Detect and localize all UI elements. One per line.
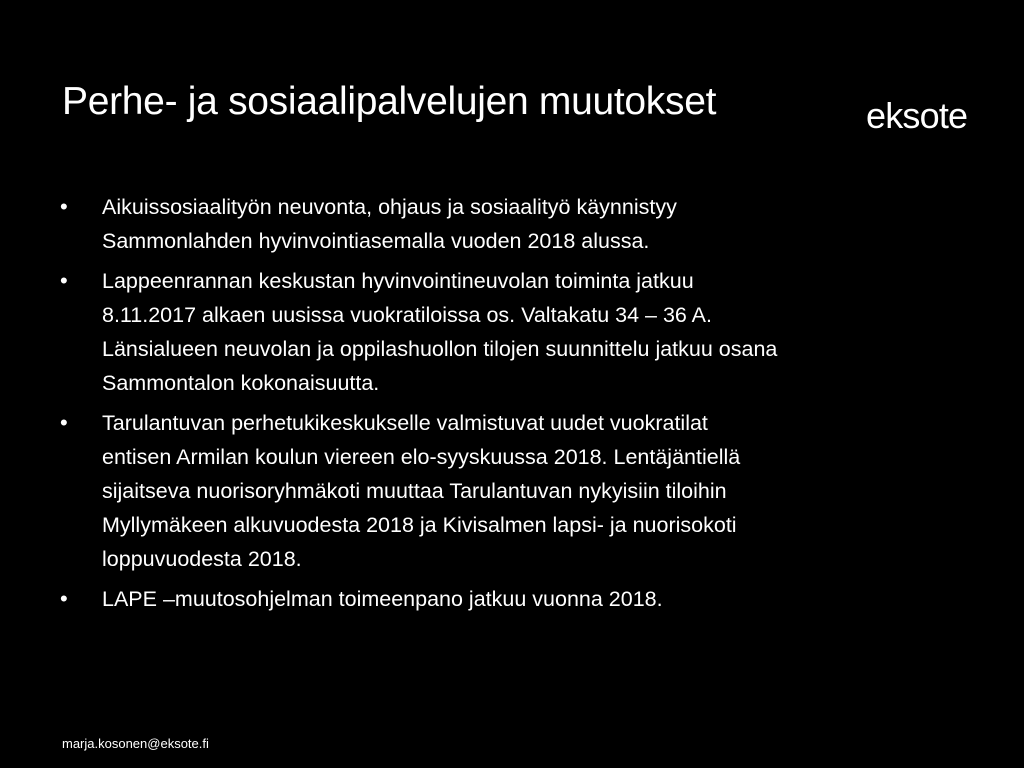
eksote-logo: eksote <box>866 95 968 136</box>
bullet-item <box>60 582 960 616</box>
bullet-line: Tarulantuvan perhetukikeskukselle valmistuvat uudet vuokratilat <box>102 411 708 435</box>
bullet-item <box>60 406 960 576</box>
bullet-paragraph <box>102 406 960 576</box>
bullet-paragraph <box>102 264 960 400</box>
bullet-item <box>60 264 960 400</box>
bullet-icon: • <box>60 268 68 293</box>
bullet-icon: • <box>60 410 68 435</box>
bullet-icon: • <box>60 194 68 219</box>
footer-email: marja.kosonen@eksote.fi <box>62 736 209 751</box>
bullet-line: Länsialueen neuvolan ja oppilashuollon tilojen suunnittelu jatkuu osana <box>102 337 778 361</box>
bullet-paragraph <box>102 582 960 616</box>
bullet-line: LAPE –muutosohjelman toimeenpano jatkuu vuonna 2018. <box>102 587 663 611</box>
bullet-line: Aikuissosiaalityön neuvonta, ohjaus ja sosiaalityö käynnistyy <box>102 195 677 219</box>
bullet-line: Myllymäkeen alkuvuodesta 2018 ja Kivisalmen lapsi- ja nuorisokoti <box>102 513 737 537</box>
bullet-line: sijaitseva nuorisoryhmäkoti muuttaa Tarulantuvan nykyisiin tiloihin <box>102 479 727 503</box>
bullet-line: 8.11.2017 alkaen uusissa vuokratiloissa os. Valtakatu 34 – 36 A. <box>102 303 712 327</box>
bullet-line: entisen Armilan koulun viereen elo-syyskuussa 2018. Lentäjäntiellä <box>102 445 741 469</box>
bullet-list <box>60 190 960 622</box>
bullet-icon: • <box>60 586 68 611</box>
bullet-paragraph <box>102 190 960 258</box>
bullet-line: Sammontalon kokonaisuutta. <box>102 371 380 395</box>
slide-title: Perhe- ja sosiaalipalvelujen muutokset <box>62 80 717 123</box>
bullet-line: Lappeenrannan keskustan hyvinvointineuvolan toiminta jatkuu <box>102 269 694 293</box>
bullet-line: Sammonlahden hyvinvointiasemalla vuoden 2018 alussa. <box>102 229 650 253</box>
bullet-item <box>60 190 960 258</box>
bullet-line: loppuvuodesta 2018. <box>102 547 302 571</box>
